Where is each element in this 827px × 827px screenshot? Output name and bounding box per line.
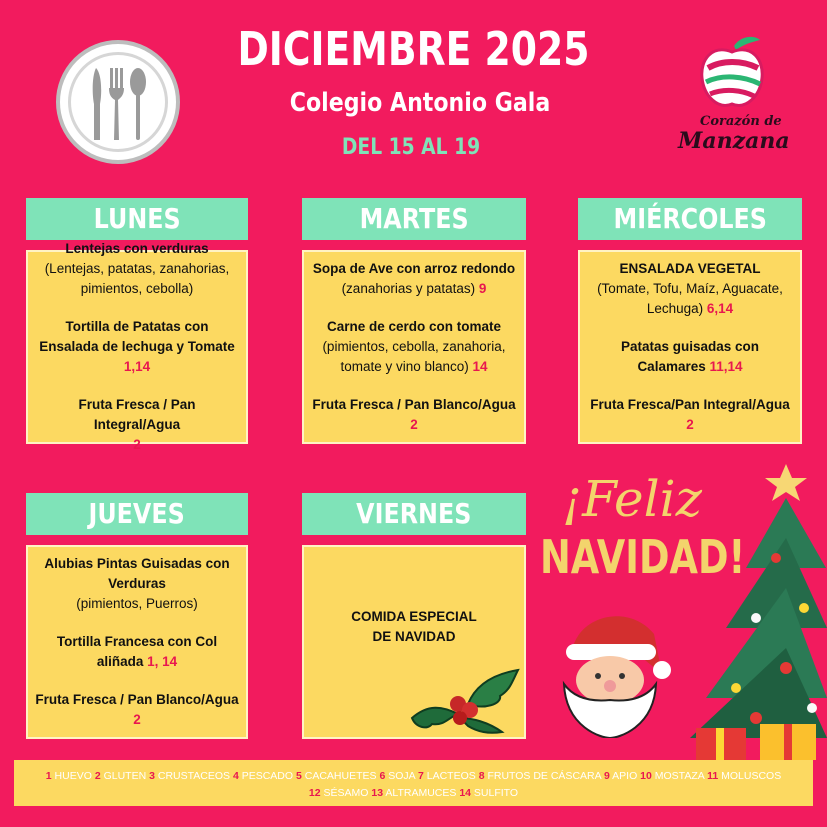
- day-header-jueves: JUEVES: [26, 493, 248, 535]
- allergen-codes: 2: [686, 417, 694, 432]
- dish: Tortilla Francesa con Col aliñada 1, 14: [56, 634, 218, 669]
- holly-icon: [408, 660, 524, 736]
- gift-icon: [690, 718, 820, 760]
- dish: Alubias Pintas Guisadas con Verduras (pimientos, Puerros): [44, 556, 230, 611]
- day-header-lunes: LUNES: [26, 198, 248, 240]
- menu-box-jueves: [26, 545, 248, 739]
- day-header-martes: MARTES: [302, 198, 526, 240]
- allergen-codes: 14: [472, 359, 488, 374]
- dish: Lentejas con verduras (Lentejas, patatas, zanahorias, pimientos, cebolla): [44, 241, 230, 296]
- allergen-codes: 9: [478, 281, 487, 296]
- day-header-miercoles: MIÉRCOLES: [578, 198, 802, 240]
- allergen-legend: 1 HUEVO 2 GLUTEN 3 CRUSTACEOS 4 PESCADO 5 CACAHUETES 6 SOJA 7 LACTEOS 8 FRUTOS DE CÁSCARA 9 APIO 10 MOSTAZA 11 MOLUSCOS 12 SÉSAMO 13 ALTRAMUCES 14 SULFITO: [14, 760, 813, 806]
- menu-box-miercoles: [578, 250, 802, 444]
- dish: Sopa de Ave con arroz redondo (zanahorias y patatas) 9: [312, 261, 516, 296]
- dish: Fruta Fresca / Pan Integral/Agua 2: [78, 397, 196, 452]
- menu-box-lunes: [26, 241, 248, 452]
- navidad-text: NAVIDAD!: [540, 530, 746, 584]
- christmas-tree-icon: [686, 458, 827, 758]
- allergen-codes: 6,14: [706, 301, 734, 316]
- star-icon: [765, 464, 807, 501]
- allergen-codes: 11,14: [709, 359, 743, 374]
- logo-text-top: Corazón de: [700, 114, 782, 129]
- allergen-codes: 1, 14: [147, 654, 178, 669]
- allergen-codes: 1,14: [123, 359, 151, 374]
- school-name: Colegio Antonio Gala: [289, 88, 551, 118]
- logo-text-bottom: Manzana: [678, 128, 790, 154]
- page-title: DICIEMBRE 2025: [237, 22, 590, 76]
- allergen-codes: 2: [133, 437, 141, 452]
- menu-box-martes: [302, 250, 526, 444]
- special-meal-line2: DE NAVIDAD: [372, 629, 456, 644]
- date-range: DEL 15 AL 19: [341, 135, 481, 160]
- allergen-codes: 2: [410, 417, 418, 432]
- special-meal-line1: COMIDA ESPECIAL: [351, 609, 477, 624]
- dish: Fruta Fresca / Pan Blanco/Agua 2: [35, 692, 239, 727]
- dish: Patatas guisadas con Calamares 11,14: [620, 339, 760, 374]
- feliz-text: ¡Feliz: [562, 470, 702, 528]
- dish: Carne de cerdo con tomate (pimientos, cebolla, zanahoria, tomate y vino blanco) 14: [322, 319, 506, 374]
- allergen-codes: 2: [133, 712, 141, 727]
- dish: Fruta Fresca/Pan Integral/Agua 2: [590, 397, 790, 432]
- dish: Tortilla de Patatas con Ensalada de lechuga y Tomate 1,14: [39, 319, 235, 374]
- santa-icon: [550, 604, 676, 738]
- dish: Fruta Fresca / Pan Blanco/Agua 2: [312, 397, 516, 432]
- day-header-viernes: VIERNES: [302, 493, 526, 535]
- dish: ENSALADA VEGETAL (Tomate, Tofu, Maíz, Aguacate, Lechuga) 6,14: [597, 261, 783, 316]
